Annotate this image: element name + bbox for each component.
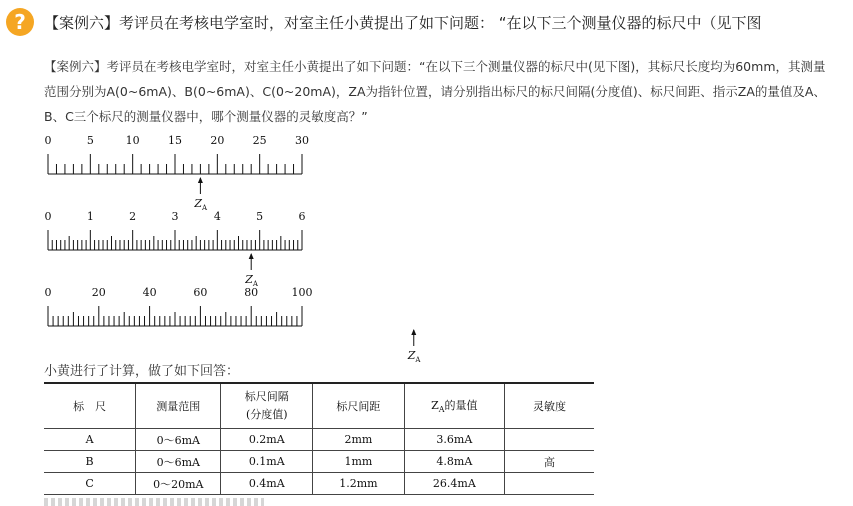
header-za-value <box>404 383 504 429</box>
cell-sensitivity: 高 <box>504 451 594 473</box>
scale_b-tick-label: 0 <box>44 210 52 223</box>
cell-range: 0～6mA <box>136 429 221 451</box>
scale_b-pointer-label: $Z_A$ <box>245 273 258 288</box>
scale_c-pointer-sub: A <box>415 356 421 364</box>
scale_a-tick-label: 20 <box>210 134 225 147</box>
header-scale: 标 尺 <box>44 383 136 429</box>
cut-off-text-line <box>44 498 264 506</box>
cell-spacing: 2mm <box>313 429 405 451</box>
scale_a-tick-label: 25 <box>252 134 267 147</box>
question-title[interactable]: 【案例六】考评员在考核电学室时，对室主任小黄提出了如下问题： “在以下三个测量仪器的标尺中（见下图 <box>44 14 762 32</box>
table-header-row <box>44 383 594 429</box>
cell-spacing: 1.2mm <box>313 473 405 495</box>
scale-figure <box>40 132 421 364</box>
cell-value: 4.8mA <box>404 451 504 473</box>
scale-diagram <box>40 132 421 364</box>
header-interval-line1: 标尺间隔 <box>244 390 289 403</box>
scale_c-tick-label: 80 <box>244 286 259 299</box>
header-sensitivity: 灵敏度 <box>504 383 594 429</box>
header-za-sub: A <box>438 405 445 415</box>
cell-interval: 0.2mA <box>221 429 313 451</box>
cell-range: 0～6mA <box>136 451 221 473</box>
header-za-suffix: 的量值 <box>444 399 478 413</box>
question-body: 【案例六】考评员在考核电学室时，对室主任小黄提出了如下问题：“在以下三个测量仪器的标尺中(见下图)，其标尺长度均为60mm，其测量范围分别为A(0~6mA)、B(0~6mA)、C(0~20mA)，ZA为指针位置，请分别指出标尺的标尺间隔(分度值)、标尺间距、指示ZA的量值及A、B、C三个标尺的测量仪器中，哪个测量仪器的灵敏度高？” <box>44 59 826 124</box>
scale_c-pointer-arrow <box>411 329 416 335</box>
scale_c-tick-label: 100 <box>291 286 313 299</box>
question-icon: ? <box>6 8 34 36</box>
cell-interval: 0.1mA <box>221 451 313 473</box>
scale_a-pointer-arrow <box>198 177 203 183</box>
scale_b-tick-label: 1 <box>86 210 94 223</box>
scale_a-tick-label: 30 <box>295 134 309 147</box>
scale_a-tick-label: 15 <box>168 134 182 147</box>
cell-value: 26.4mA <box>404 473 504 495</box>
header-interval-line2: (分度值) <box>245 408 288 421</box>
cell-sensitivity <box>504 473 594 495</box>
scale_c-tick-label: 20 <box>91 286 106 299</box>
scale_c-tick-label: 40 <box>142 286 157 299</box>
table-row <box>44 473 594 495</box>
cell-scale: C <box>44 473 136 495</box>
cell-interval: 0.4mA <box>221 473 313 495</box>
cell-scale: A <box>44 429 136 451</box>
scale_a-tick-label: 0 <box>44 134 52 147</box>
scale_a-pointer-sub: A <box>202 204 208 212</box>
scale_b-tick-label: 3 <box>171 210 179 223</box>
scale_a-tick-label: 5 <box>86 134 94 147</box>
scale_c-pointer-label: $Z_A$ <box>407 349 421 364</box>
cell-spacing: 1mm <box>313 451 405 473</box>
scale_b-tick-label: 6 <box>298 210 306 223</box>
cell-sensitivity <box>504 429 594 451</box>
cell-value: 3.6mA <box>404 429 504 451</box>
scale_c-tick-label: 0 <box>44 286 52 299</box>
scale_b-tick-label: 4 <box>213 210 221 223</box>
scale_b-tick-label: 2 <box>129 210 137 223</box>
answer-intro: 小黄进行了计算，做了如下回答： <box>44 364 240 379</box>
scale_b-pointer-sub: A <box>252 280 258 288</box>
cell-scale: B <box>44 451 136 473</box>
answer-table <box>44 382 594 495</box>
cell-range: 0～20mA <box>136 473 221 495</box>
header-spacing: 标尺间距 <box>313 383 405 429</box>
scale_a-pointer-label: $Z_A$ <box>194 197 208 212</box>
header-range: 测量范围 <box>136 383 221 429</box>
scale_b-tick-label: 5 <box>256 210 264 223</box>
scale_b-pointer-arrow <box>249 253 254 259</box>
scale_c-tick-label: 60 <box>193 286 208 299</box>
scale_a-tick-label: 10 <box>125 134 140 147</box>
table-row <box>44 429 594 451</box>
header-interval <box>221 383 313 429</box>
header-za-z: Z <box>431 399 439 413</box>
table-row <box>44 451 594 473</box>
